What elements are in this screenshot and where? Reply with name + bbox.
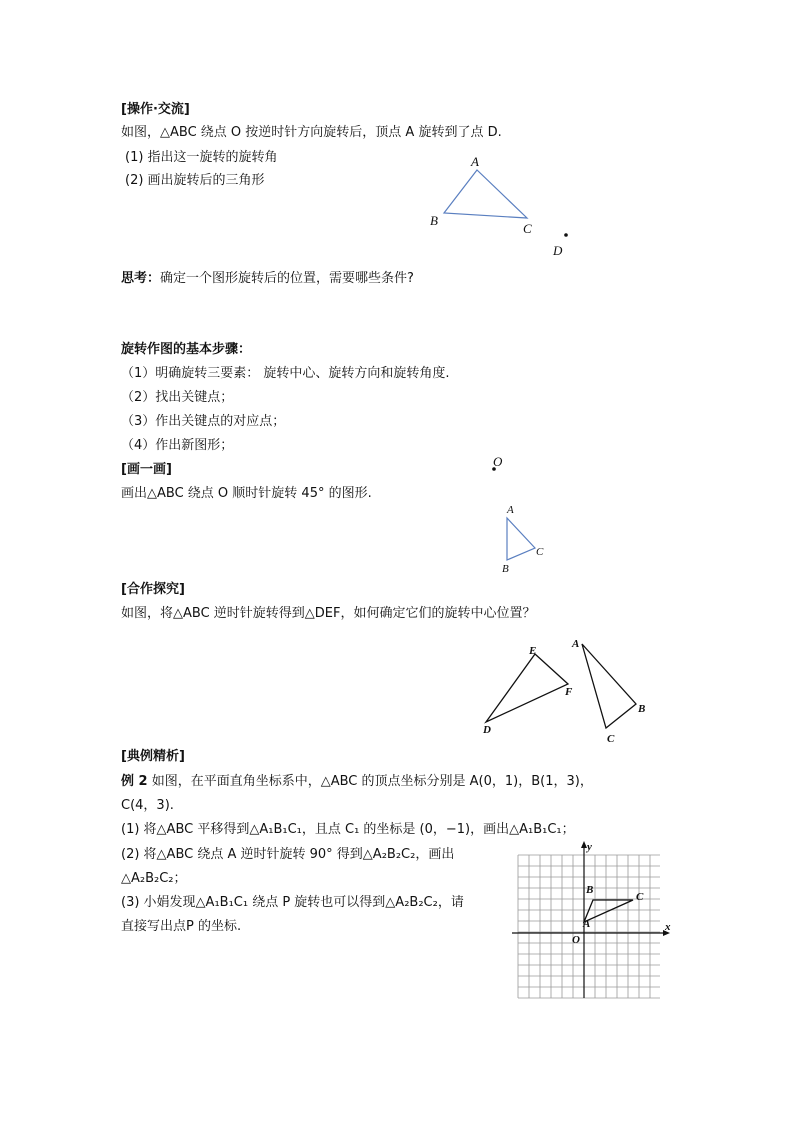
coop-heading: [合作探究] — [121, 582, 185, 597]
section-intro: 如图，△ABC 绕点 O 按逆时针方向旋转后，顶点 A 旋转到了点 D. — [121, 125, 502, 140]
example-label: 例 2 — [121, 774, 148, 789]
label-a: A — [583, 918, 591, 930]
steps-heading: 旋转作图的基本步骤： — [121, 342, 252, 357]
label-c: C — [523, 221, 532, 236]
label-a: A — [471, 154, 479, 169]
label-a: A — [572, 638, 580, 650]
triangle-abc — [582, 644, 636, 728]
triangle-abc-small — [507, 518, 535, 560]
coop-text: 如图，将△ABC 逆时针旋转得到△DEF，如何确定它们的旋转中心位置？ — [121, 606, 536, 621]
label-c: C — [536, 546, 544, 558]
draw-heading: [画一画] — [121, 462, 172, 477]
label-x: x — [665, 921, 671, 933]
example-heading: [典例精析] — [121, 749, 185, 764]
label-o: O — [493, 454, 503, 469]
example-text: 如图，在平面直角坐标系中，△ABC 的顶点坐标分别是 A(0，1)，B(1，3)， — [147, 774, 593, 789]
label-b: B — [502, 563, 509, 575]
coordinate-grid — [508, 840, 673, 1002]
draw-text: 画出△ABC 绕点 O 顺时针旋转 45° 的图形. — [121, 486, 372, 501]
point-d — [564, 233, 568, 237]
triangle-def — [486, 654, 568, 722]
example-question-2a: (2) 将△ABC 绕点 A 逆时针旋转 90° 得到△A₂B₂C₂，画出 — [121, 847, 455, 862]
example-line-1 — [121, 773, 593, 791]
question-1: (1) 指出这一旋转的旋转角 — [125, 150, 278, 165]
think-line — [121, 270, 414, 288]
label-d: D — [483, 724, 491, 736]
example-line-2: C(4，3). — [121, 798, 174, 813]
label-c: C — [607, 733, 615, 745]
label-b: B — [430, 213, 438, 228]
section-heading-operation: [操作·交流] — [121, 102, 190, 117]
draw-figure — [480, 450, 560, 580]
label-b: B — [586, 884, 594, 896]
triangle-abc — [444, 170, 527, 218]
label-d: D — [553, 243, 563, 258]
step-item: （4）作出新图形； — [121, 438, 234, 453]
label-o: O — [572, 934, 580, 946]
label-y: y — [587, 841, 592, 853]
label-c: C — [636, 891, 644, 903]
label-b: B — [638, 703, 646, 715]
example-question-2b: △A₂B₂C₂； — [121, 871, 187, 886]
label-f: F — [565, 686, 573, 698]
step-item: （1）明确旋转三要素： 旋转中心、旋转方向和旋转角度. — [121, 366, 450, 381]
label-a: A — [507, 504, 514, 516]
triangle-abc-grid — [584, 900, 633, 922]
example-question-3b: 直接写出点P 的坐标. — [121, 919, 242, 934]
step-item: （3）作出关键点的对应点； — [121, 414, 286, 429]
step-item: （2）找出关键点； — [121, 390, 234, 405]
think-text: 确定一个图形旋转后的位置，需要哪些条件? — [160, 271, 414, 286]
think-label: 思考： — [121, 271, 161, 286]
rotation-triangle-figure — [420, 148, 580, 263]
coop-figure — [478, 632, 658, 750]
question-2: (2) 画出旋转后的三角形 — [125, 173, 265, 188]
example-question-1: (1) 将△ABC 平移得到△A₁B₁C₁，且点 C₁ 的坐标是 (0，−1)，画出△A₁B₁C₁； — [121, 822, 575, 837]
label-e: E — [529, 645, 537, 657]
example-question-3a: (3) 小娟发现△A₁B₁C₁ 绕点 P 旋转也可以得到△A₂B₂C₂，请 — [121, 895, 464, 910]
